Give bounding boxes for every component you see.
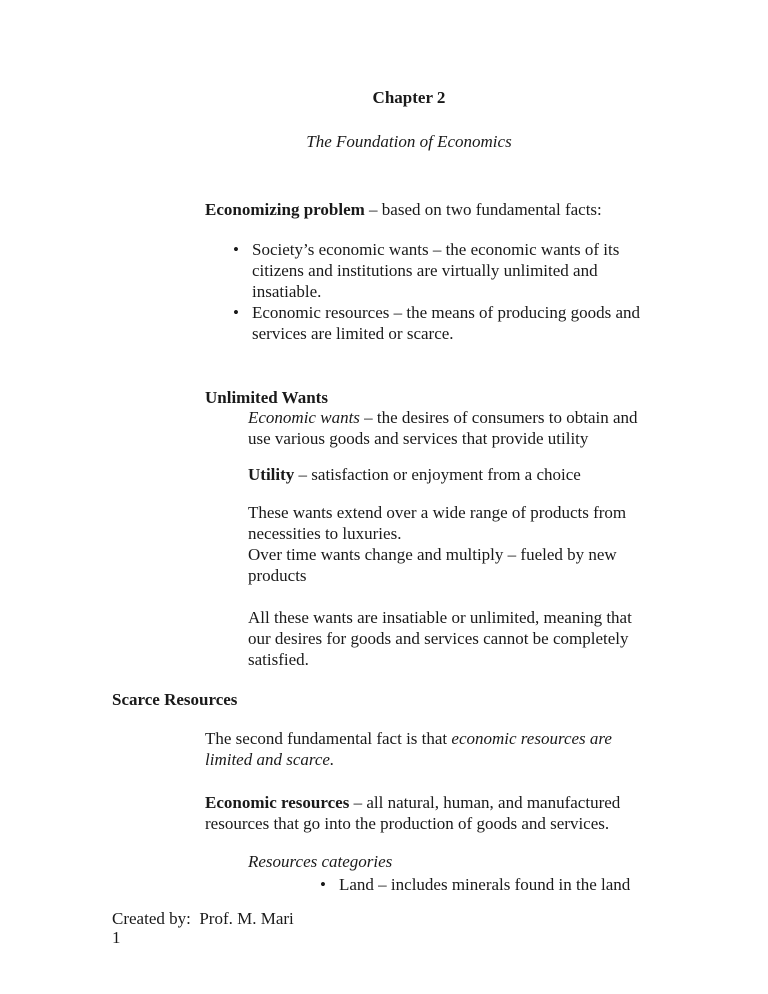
economizing-problem-term: Economizing problem <box>205 200 365 219</box>
economic-resources-rest: – all natural, human, and manufactured <box>349 793 621 812</box>
wants-range-line-1: These wants extend over a wide range of products from <box>248 503 627 522</box>
economic-wants-rest: – the desires of consumers to obtain and <box>359 408 638 427</box>
land-bullet-text: • Land – includes minerals found in the land <box>339 875 631 894</box>
unlimited-wants-heading-text: Unlimited Wants <box>205 388 328 407</box>
bullet-line: insatiable. <box>252 282 322 301</box>
utility-rest: – satisfaction or enjoyment from a choice <box>294 465 581 484</box>
wants-range-paragraph <box>248 502 626 586</box>
unlimited-wants-heading <box>205 387 328 408</box>
scarce-resources-heading-text: Scarce Resources <box>112 690 238 709</box>
economic-resources-paragraph <box>205 792 620 834</box>
page-number: 1 <box>112 928 121 947</box>
economic-wants-line-1 <box>248 407 638 428</box>
insatiable-line-1: All these wants are insatiable or unlimited, meaning that <box>248 608 632 627</box>
bullet-line: services are limited or scarce. <box>252 324 454 343</box>
economizing-problem-paragraph <box>205 199 602 220</box>
economic-resources-line-2: resources that go into the production of goods and services. <box>205 814 610 833</box>
second-fact-line-1 <box>205 728 612 749</box>
economic-wants-paragraph <box>248 407 638 449</box>
bullet-line: • Economic resources – the means of producing goods and <box>252 303 641 322</box>
document-subtitle <box>51 131 767 152</box>
land-bullet-item <box>319 874 630 895</box>
insatiable-wants-paragraph <box>248 607 632 670</box>
economic-wants-line-2: use various goods and services that provide utility <box>248 429 589 448</box>
footer-credit: Created by: Prof. M. Mari <box>112 909 294 928</box>
insatiable-line-3: satisfied. <box>248 650 309 669</box>
chapter-title-text: Chapter 2 <box>372 88 446 107</box>
utility-term: Utility <box>248 465 295 484</box>
scarce-resources-heading <box>112 689 237 710</box>
economizing-problem-rest: – based on two fundamental facts: <box>364 200 602 219</box>
fact-list-item-society-wants <box>232 239 640 302</box>
resources-categories-text: Resources categories <box>248 852 393 871</box>
second-fact-regular: The second fundamental fact is that <box>205 729 452 748</box>
second-fact-line-2: limited and scarce. <box>205 750 335 769</box>
wants-range-line-3: Over time wants change and multiply – fueled by new <box>248 545 617 564</box>
economic-wants-term: Economic wants <box>248 408 360 427</box>
resources-categories-label <box>248 851 392 872</box>
economizing-problem-line <box>205 199 602 220</box>
bullet-line: citizens and institutions are virtually unlimited and <box>252 261 598 280</box>
fundamental-facts-list <box>232 239 640 344</box>
wants-range-line-2: necessities to luxuries. <box>248 524 402 543</box>
fact-list-item-economic-resources <box>232 302 640 344</box>
wants-range-line-4: products <box>248 566 307 585</box>
economic-resources-line-1 <box>205 792 620 813</box>
second-fact-italic: economic resources are <box>451 729 612 748</box>
footer <box>112 909 294 947</box>
economic-resources-term: Economic resources <box>205 793 350 812</box>
document-subtitle-text: The Foundation of Economics <box>306 132 512 151</box>
chapter-title <box>51 87 767 108</box>
insatiable-line-2: our desires for goods and services cannot be completely <box>248 629 629 648</box>
utility-paragraph <box>248 464 581 485</box>
land-bullet <box>319 874 630 895</box>
utility-line <box>248 464 581 485</box>
second-fact-paragraph <box>205 728 612 770</box>
bullet-line: • Society’s economic wants – the economic wants of its <box>252 240 620 259</box>
